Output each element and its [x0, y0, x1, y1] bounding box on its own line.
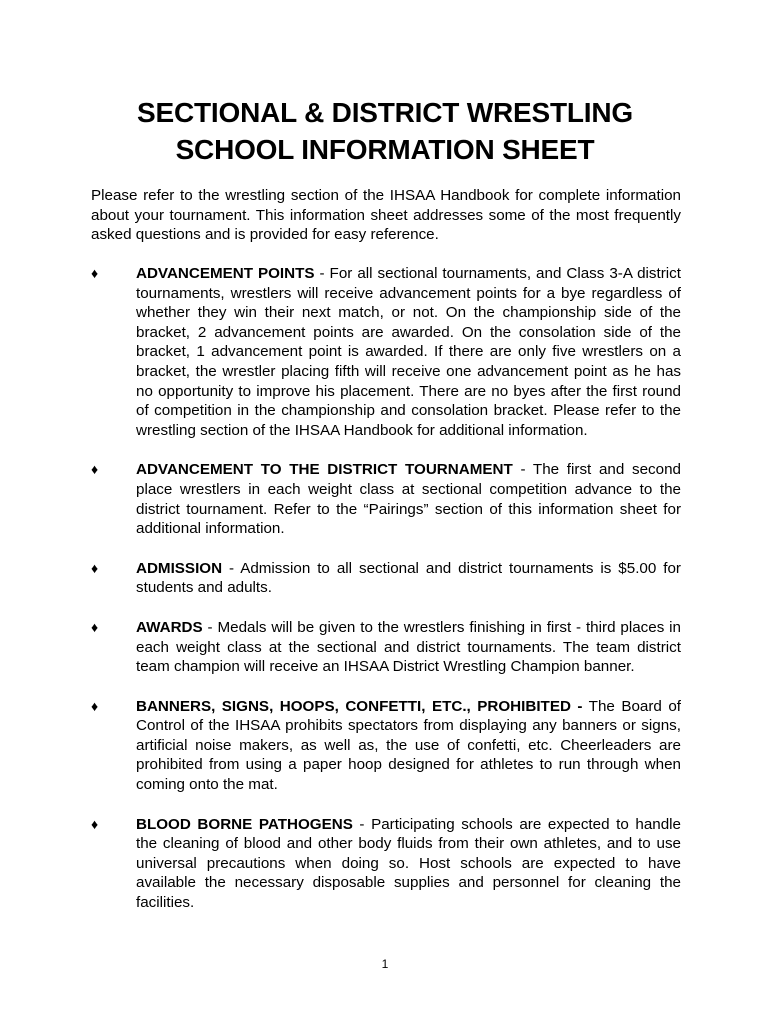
item-text: - Participating schools are expected to handle the cleaning of blood and other body fluids from their own athletes, and to use universal precautions when doing so. Host schools are expected to have available the necessary disposable supplies and personnel for cleaning the facilities.: [136, 815, 681, 912]
item-heading: AWARDS: [136, 618, 203, 636]
title-line-1: SECTIONAL & DISTRICT WRESTLING: [137, 97, 633, 128]
item-heading: BLOOD BORNE PATHOGENS: [136, 815, 353, 833]
page-title: [0, 94, 770, 168]
page-number: 1: [381, 957, 389, 971]
diamond-bullet-icon: ♦: [91, 618, 99, 635]
title-line-2: SCHOOL INFORMATION SHEET: [175, 134, 595, 165]
item-heading: ADVANCEMENT TO THE DISTRICT TOURNAMENT: [136, 461, 513, 479]
item-text: - Admission to all sectional and district tournaments is $5.00 for students and adults.: [136, 559, 681, 597]
intro-paragraph: Please refer to the wrestling section of the IHSAA Handbook for complete information about your tournament. This information sheet addresses some of the most frequently asked questions and is provided for easy reference.: [91, 187, 681, 244]
item-text: The Board of Control of the IHSAA prohibits spectators from displaying any banners or signs, artificial noise makers, as well as, the use of confetti, etc. Cheerleaders are prohibited from using a paper hoop designed for athletes to run through when coming onto the mat.: [136, 697, 682, 794]
item-heading: ADVANCEMENT POINTS: [136, 265, 315, 282]
info-item-banners-prohibited: [91, 697, 681, 795]
diamond-bullet-icon: ♦: [91, 559, 99, 576]
item-text: - The first and second place wrestlers in each weight class at sectional competition advance to the district tournament. Refer to the “Pairings” section of this information sheet for additional information.: [136, 461, 681, 538]
diamond-bullet-icon: ♦: [91, 265, 99, 281]
info-item-awards: [91, 618, 681, 677]
info-item-blood-borne-pathogens: [91, 815, 681, 913]
diamond-bullet-icon: ♦: [91, 697, 99, 714]
info-item-advancement-to-district: [91, 460, 681, 538]
diamond-bullet-icon: ♦: [91, 461, 99, 478]
info-list: [91, 264, 681, 913]
item-heading: ADMISSION: [136, 559, 223, 577]
info-item-advancement-points: [91, 264, 681, 440]
item-text: - For all sectional tournaments, and Class 3-A district tournaments, wrestlers will receive advancement points for a bye regardless of whether they win their next match, or not. On the championship side of the bracket, 2 advancement points are awarded. On the consolation side of the bracket, 1 advancement point is awarded. If there are only five wrestlers on a bracket, the wrestler placing fifth will receive one advancement point as he has no opportunity to improve his placement. There are no byes after the first round of competition in the championship and consolation bracket. Please refer to the wrestling section of the IHSAA Handbook for additional information.: [136, 265, 681, 439]
item-heading: BANNERS, SIGNS, HOOPS, CONFETTI, ETC., PROHIBITED -: [136, 697, 583, 715]
diamond-bullet-icon: ♦: [91, 815, 99, 832]
item-text: - Medals will be given to the wrestlers finishing in first - third places in each weight class at the sectional and district tournaments. The team district team champion will receive an IHSAA District Wrestling Champion banner.: [136, 618, 681, 676]
info-item-admission: [91, 559, 681, 598]
